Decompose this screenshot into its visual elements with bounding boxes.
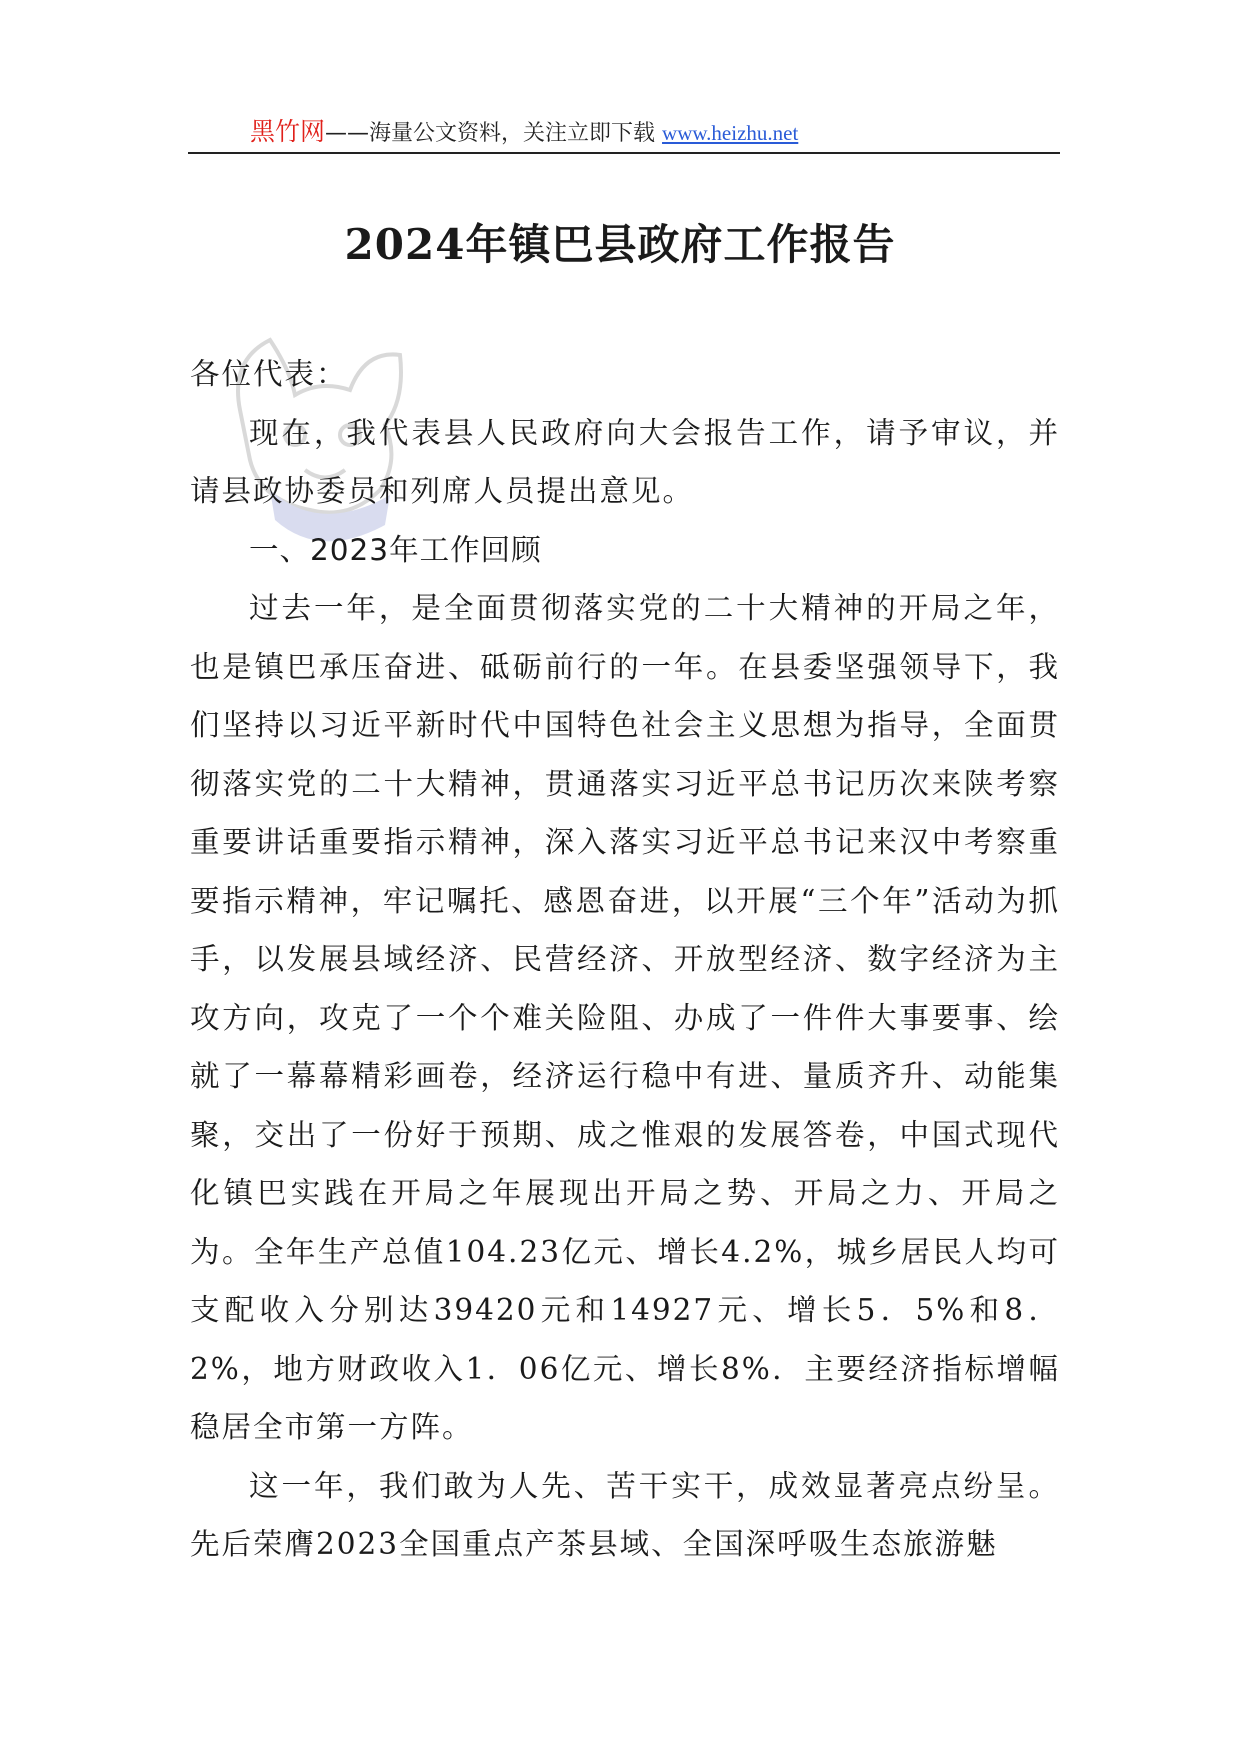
document-title: 2024年镇巴县政府工作报告 <box>344 220 896 269</box>
salutation: 各位代表： <box>190 357 348 391</box>
body-paragraph: 这一年，我们敢为人先、苦干实干，成效显著亮点纷呈。先后荣膺2023全国重点产茶县域、全国深呼吸生态旅游魅 <box>190 1468 1060 1561</box>
body-paragraph: 过去一年，是全面贯彻落实党的二十大精神的开局之年，也是镇巴承压奋进、砥砺前行的一年。在县委坚强领导下，我们坚持以习近平新时代中国特色社会主义思想为指导，全面贯彻落实党的二十大精神，贯通落实习近平总书记历次来陕考察重要讲话重要指示精神，深入落实习近平总书记来汉中考察重要指示精神，牢记嘱托、感恩奋进，以开展“三个年”活动为抓手，以发展县域经济、民营经济、开放型经济、数字经济为主攻方向，攻克了一个个难关险阻、办成了一件件大事要事、绘就了一幕幕精彩画卷，经济运行稳中有进、量质齐升、动能集聚，交出了一份好于预期、成之惟艰的发展答卷，中国式现代化镇巴实践在开局之年展现出开局之势、开局之力、开局之为。全年生产总值104.23亿元、增长4.2%，城乡居民人均可支配收入分别达39420元和14927元、增长5．5%和8．2%，地方财政收入1．06亿元、增长8%．主要经济指标增幅稳居全市第一方阵。 <box>190 591 1060 1444</box>
document-body <box>190 345 1060 1574</box>
section-heading: 一、2023年工作回顾 <box>249 532 542 567</box>
brand-name: 黑竹网 <box>250 117 326 146</box>
header-slogan: ——海量公文资料，关注立即下载 <box>325 121 656 146</box>
intro-paragraph: 现在，我代表县人民政府向大会报告工作，请予审议，并请县政协委员和列席人员提出意见。 <box>190 415 1060 508</box>
header-line <box>250 112 798 148</box>
site-link[interactable]: www.heizhu.net <box>662 121 799 145</box>
page-header <box>188 108 1060 154</box>
